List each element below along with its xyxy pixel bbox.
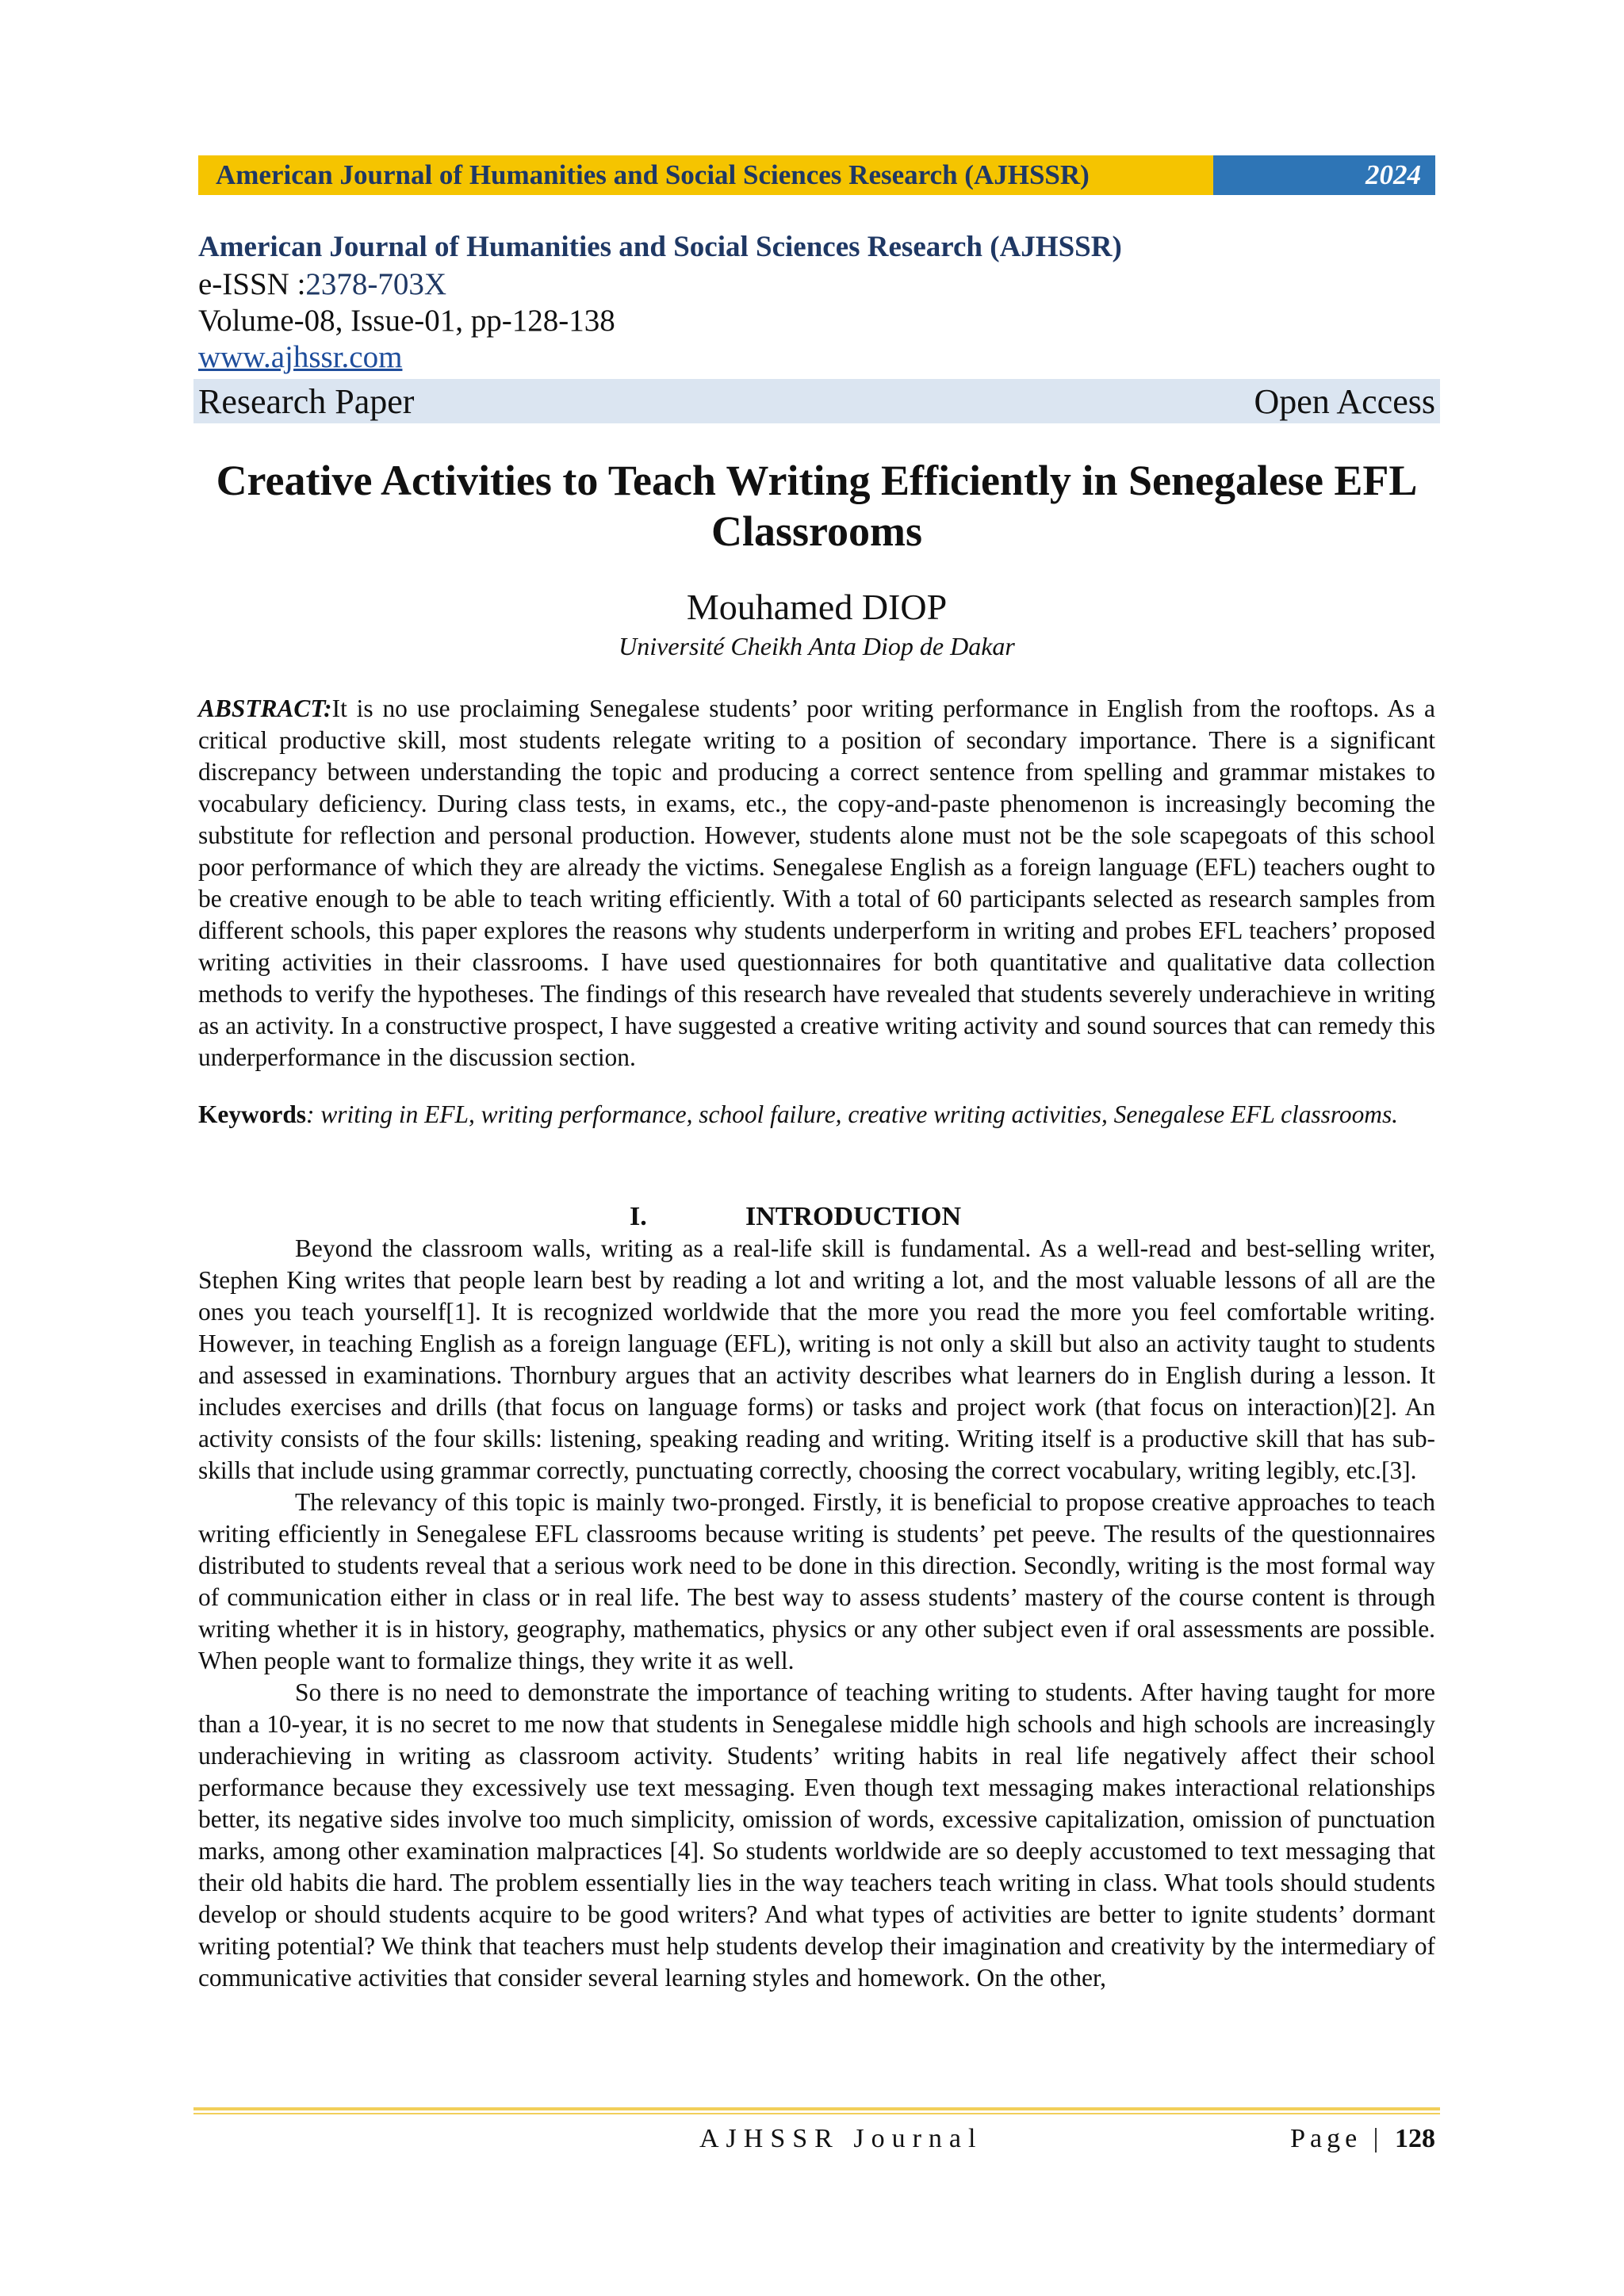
author-name: Mouhamed DIOP xyxy=(686,587,948,627)
publication-meta xyxy=(198,228,1435,376)
abstract-label: ABSTRACT: xyxy=(198,695,332,722)
keywords-text: : writing in EFL, writing performance, school failure, creative writing activities, Senegalese EFL classrooms. xyxy=(306,1100,1399,1128)
volume-line: Volume-08, Issue-01, pp-128-138 xyxy=(198,304,615,338)
author-affiliation: Université Cheikh Anta Diop de Dakar xyxy=(619,632,1015,660)
website-link[interactable]: www.ajhssr.com xyxy=(198,340,403,374)
journal-header-banner xyxy=(198,155,1435,195)
keywords-label: Keywords xyxy=(198,1100,307,1128)
abstract xyxy=(198,693,1435,1073)
footer-journal: AJHSSR Journal xyxy=(699,2124,983,2153)
intro-paragraph: Beyond the classroom walls, writing as a real-life skill is fundamental. As a well-read and best-selling writer, Stephen King writes that people learn best by reading a lot and writing a lot, and the most valuable lessons of all are the ones you teach yourself[1]. It is recognized worldwide that the more you read the more you feel comfortable writing. However, in teaching English as a foreign language (EFL), writing is not only a skill but also an activity taught to students and assessed in examinations. Thornbury argues that an activity describes what learners do in English during a lesson. It includes exercises and drills (that focus on language forms) or tasks and project work (that focus on interaction)[2]. An activity consists of the four skills: listening, speaking reading and writing. Writing itself is a productive skill that has sub-skills that include using grammar correctly, punctuating correctly, choosing the correct vocabulary, writing legibly, etc.[3]. xyxy=(198,1234,1435,1484)
intro-paragraph: So there is no need to demonstrate the importance of teaching writing to students. After having taught for more than a 10-year, it is no secret to me now that students in Senegalese middle high schools and high schools are increasingly underachieving in writing as classroom activity. Students’ writing habits in real life negatively affect their school performance because they excessively use text messaging. Even though text messaging makes interactional relationships better, its negative sides involve too much simplicity, omission of words, excessive capitalization, omission of punctuation marks, among other examination malpractices [4]. So students worldwide are so deeply accustomed to text messaging that their old habits die hard. The problem essentially lies in the way teachers teach writing in class. What tools should students develop or should students acquire to be good writers? And what types of activities are better to ignite students’ dormant writing potential? We think that teachers must help students develop their imagination and creativity by the intermediary of communicative activities that consider several learning styles and homework. On the other, xyxy=(198,1678,1435,1992)
abstract-text: It is no use proclaiming Senegalese students’ poor writing performance in English from the rooftops. As a critical productive skill, most students relegate writing to a position of secondary importance. There is a significant discrepancy between understanding the topic and producing a correct sentence from spelling and grammar mistakes to vocabulary deficiency. During class tests, in exams, etc., the copy-and-paste phenomenon is increasingly becoming the substitute for reflection and personal production. However, students alone must not be the sole scapegoats of this school poor performance of which they are already the victims. Senegalese English as a foreign language (EFL) teachers ought to be creative enough to be able to teach writing efficiently. With a total of 60 participants selected as research samples from different schools, this paper explores the reasons why students underperform in writing and probes EFL teachers’ proposed writing activities in their classrooms. I have used questionnaires for both quantitative and qualitative data collection methods to verify the hypotheses. The findings of this research have revealed that students severely underachieve in writing as an activity. In a constructive prospect, I have suggested a creative writing activity and sound sources that can remedy this underperformance in the discussion section. xyxy=(198,695,1435,1071)
section-title: INTRODUCTION xyxy=(745,1202,962,1231)
website-line xyxy=(198,339,1435,376)
issn-value: 2378-703X xyxy=(305,267,447,301)
footer-page-number xyxy=(1290,2122,1435,2156)
page-number: 128 xyxy=(1395,2124,1435,2153)
paper-title: Creative Activities to Teach Writing Efficiently in Senegalese EFL Classrooms xyxy=(216,457,1418,555)
page-label: Page | xyxy=(1290,2124,1384,2153)
keywords xyxy=(198,1099,1435,1131)
paper-type-bar xyxy=(193,379,1440,423)
paper-type: Research Paper xyxy=(198,381,415,421)
header-year: 2024 xyxy=(1213,155,1435,195)
journal-name: American Journal of Humanities and Social Sciences Research (AJHSSR) xyxy=(198,231,1122,263)
header-journal-title: American Journal of Humanities and Social Sciences Research (AJHSSR) xyxy=(198,155,1213,195)
issn-label: e-ISSN : xyxy=(198,267,306,301)
page-footer xyxy=(198,2122,1435,2156)
section-number: I. xyxy=(630,1202,647,1231)
introduction-body xyxy=(198,1233,1435,1994)
intro-paragraph: The relevancy of this topic is mainly two-pronged. Firstly, it is beneficial to propose creative approaches to teach writing efficiently in Senegalese EFL classrooms because writing is students’ pet peeve. The results of the questionnaires distributed to students reveal that a serious work need to be done in this direction. Secondly, writing is the most formal way of communication either in class or in real life. The best way to assess students’ mastery of the course content is through writing whether it is in history, geography, mathematics, physics or any other subject even if oral assessments are possible. When people want to formalize things, they write it as well. xyxy=(198,1488,1435,1674)
access-type: Open Access xyxy=(1254,381,1435,421)
issn-line xyxy=(198,266,1435,303)
footer-divider xyxy=(193,2107,1440,2114)
